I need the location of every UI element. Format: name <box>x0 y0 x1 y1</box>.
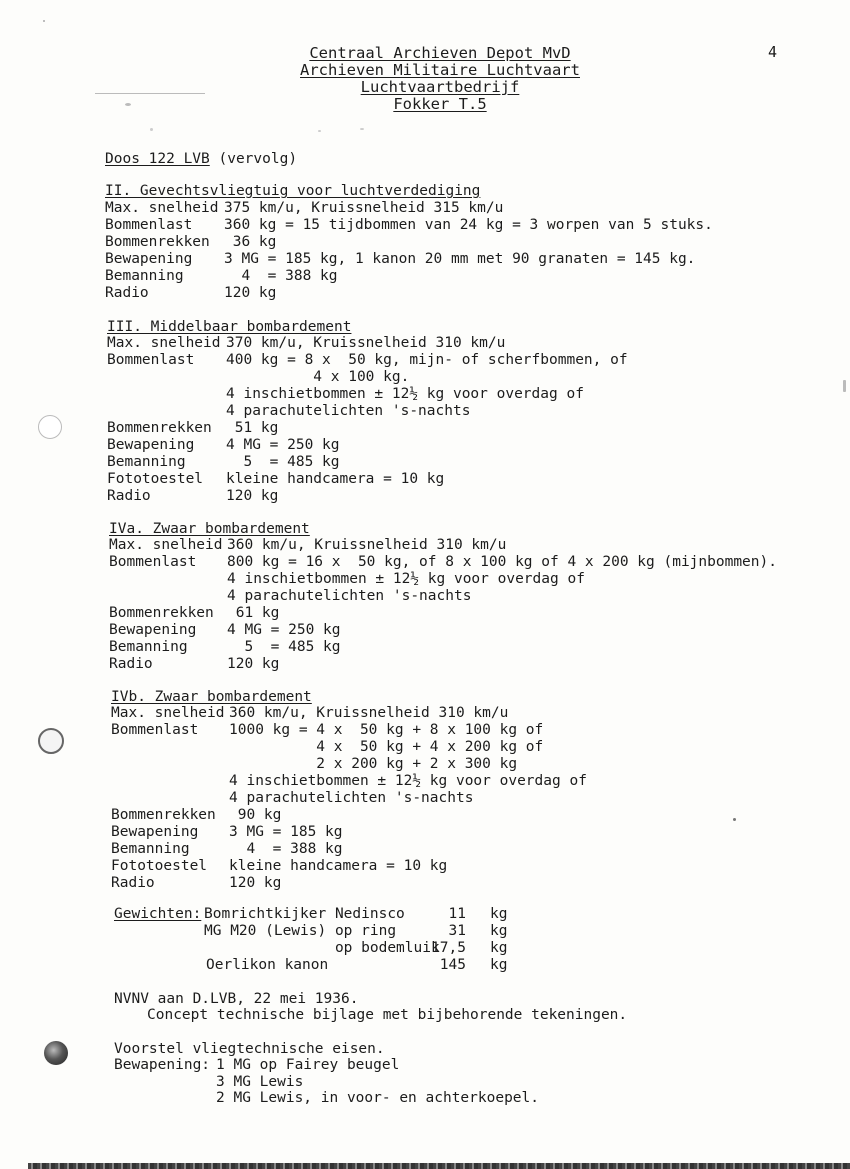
spec-value: 120 kg <box>229 875 282 891</box>
spec-label: Bommenlast <box>107 352 195 368</box>
spec-label: Radio <box>109 656 153 672</box>
spec-value: 36 kg <box>224 234 277 250</box>
spec-label: Radio <box>111 875 155 891</box>
archive-header-line-4: Fokker T.5 <box>393 95 487 113</box>
spec-label: Bommenrekken <box>109 605 214 621</box>
spec-label: Radio <box>105 285 149 301</box>
spec-value: 360 km/u, Kruissnelheid 310 km/u <box>227 537 507 553</box>
spec-value: 4 inschietbommen ± 12½ kg voor overdag of <box>229 773 587 789</box>
spec-value: kleine handcamera = 10 kg <box>226 471 445 487</box>
spec-value: 4 x 100 kg. <box>226 369 410 385</box>
spec-label: Max. snelheid <box>105 200 219 216</box>
spec-value: 360 km/u, Kruissnelheid 310 km/u <box>229 705 509 721</box>
spec-value: 400 kg = 8 x 50 kg, mijn- of scherfbommen, of <box>226 352 628 368</box>
spec-label: Radio <box>107 488 151 504</box>
voorstel-item: 2 MG Lewis, in voor- en achterkoepel. <box>216 1090 540 1106</box>
spec-label: Bemanning <box>109 639 188 655</box>
box-heading-suffix: (vervolg) <box>209 151 298 167</box>
spec-label: Bommenlast <box>105 217 193 233</box>
spec-value: 1000 kg = 4 x 50 kg + 8 x 100 kg of <box>229 722 544 738</box>
spec-value: 4 inschietbommen ± 12½ kg voor overdag of <box>227 571 585 587</box>
box-heading-id: Doos 122 LVB <box>105 151 210 167</box>
spec-label: Bemanning <box>105 268 184 284</box>
scan-bottom-edge <box>28 1163 850 1169</box>
spec-label: Bewapening <box>111 824 199 840</box>
section-title: III. Middelbaar bombardement <box>107 319 352 335</box>
weight-item: Bomrichtkijker Nedinsco <box>204 906 405 922</box>
spec-value: 4 = 388 kg <box>229 841 343 857</box>
spec-label: Bemanning <box>107 454 186 470</box>
spec-value: 370 km/u, Kruissnelheid 310 km/u <box>226 335 506 351</box>
spec-value: 120 kg <box>227 656 280 672</box>
spec-value: 4 parachutelichten 's-nachts <box>229 790 474 806</box>
spec-value: 4 MG = 250 kg <box>226 437 340 453</box>
spec-label: Bommenrekken <box>105 234 210 250</box>
spec-value: 5 = 485 kg <box>227 639 341 655</box>
spec-value: 51 kg <box>226 420 279 436</box>
spec-value: 120 kg <box>226 488 279 504</box>
spec-label: Bommenrekken <box>107 420 212 436</box>
spec-label: Bewapening <box>109 622 197 638</box>
weight-value: 145 <box>439 957 466 973</box>
spec-label: Max. snelheid <box>109 537 223 553</box>
voorstel-item: 1 MG op Fairey beugel <box>216 1057 400 1073</box>
page-number: 4 <box>768 43 778 61</box>
punch-hole <box>38 415 62 439</box>
spec-label: Fototoestel <box>111 858 208 874</box>
archive-header-line-1: Centraal Archieven Depot MvD <box>309 44 571 62</box>
spec-value: 4 inschietbommen ± 12½ kg voor overdag of <box>226 386 584 402</box>
spec-value: 375 km/u, Kruissnelheid 315 km/u <box>224 200 504 216</box>
weight-unit: kg <box>490 906 508 922</box>
spec-value: 3 MG = 185 kg, 1 kanon 20 mm met 90 granaten = 145 kg. <box>224 251 696 267</box>
archive-header-line-3: Luchtvaartbedrijf <box>360 78 520 96</box>
spec-label: Bommenlast <box>111 722 199 738</box>
spec-value: 61 kg <box>227 605 280 621</box>
spec-value: 4 parachutelichten 's-nachts <box>226 403 471 419</box>
nvnv-line-1: NVNV aan D.LVB, 22 mei 1936. <box>114 991 359 1007</box>
spec-value: kleine handcamera = 10 kg <box>229 858 448 874</box>
spec-label: Bommenrekken <box>111 807 216 823</box>
weight-unit: kg <box>490 940 508 956</box>
section-title: IVb. Zwaar bombardement <box>111 689 312 705</box>
spec-label: Max. snelheid <box>111 705 225 721</box>
spec-value: 5 = 485 kg <box>226 454 340 470</box>
voorstel-line-1: Voorstel vliegtechnische eisen. <box>114 1041 385 1057</box>
spec-value: 90 kg <box>229 807 282 823</box>
spec-label: Bommenlast <box>109 554 197 570</box>
archive-header-line-2: Archieven Militaire Luchtvaart <box>300 61 580 79</box>
spec-value: 120 kg <box>224 285 277 301</box>
weight-item: op bodemluik <box>204 940 440 956</box>
voorstel-label: Bewapening: <box>114 1057 211 1073</box>
weights-label: Gewichten: <box>114 906 202 922</box>
weight-value: 11 <box>448 906 466 922</box>
punch-hole <box>38 728 64 754</box>
spec-value: 4 x 50 kg + 4 x 200 kg of <box>229 739 544 755</box>
weight-value: 31 <box>448 923 466 939</box>
spec-value: 3 MG = 185 kg <box>229 824 343 840</box>
spec-value: 800 kg = 16 x 50 kg, of 8 x 100 kg of 4 x 200 kg (mijnbommen). <box>227 554 777 570</box>
spec-label: Bemanning <box>111 841 190 857</box>
weight-value: 17,5 <box>431 940 466 956</box>
spec-value: 4 = 388 kg <box>224 268 338 284</box>
spec-label: Bewapening <box>105 251 193 267</box>
spec-value: 4 parachutelichten 's-nachts <box>227 588 472 604</box>
spec-label: Max. snelheid <box>107 335 221 351</box>
voorstel-item: 3 MG Lewis <box>216 1074 304 1090</box>
spec-value: 4 MG = 250 kg <box>227 622 341 638</box>
spec-value: 2 x 200 kg + 2 x 300 kg <box>229 756 518 772</box>
weight-unit: kg <box>490 923 508 939</box>
spec-value: 360 kg = 15 tijdbommen van 24 kg = 3 worpen van 5 stuks. <box>224 217 713 233</box>
section-title: II. Gevechtsvliegtuig voor luchtverdediging <box>105 183 481 199</box>
weight-item: Oerlikon kanon <box>206 957 329 973</box>
spec-label: Fototoestel <box>107 471 204 487</box>
box-heading <box>105 151 297 168</box>
nvnv-line-2: Concept technische bijlage met bijbehorende tekeningen. <box>147 1007 628 1023</box>
weight-item: MG M20 (Lewis) op ring <box>204 923 397 939</box>
section-title: IVa. Zwaar bombardement <box>109 521 310 537</box>
punch-hole <box>44 1041 68 1065</box>
spec-label: Bewapening <box>107 437 195 453</box>
weight-unit: kg <box>490 957 508 973</box>
